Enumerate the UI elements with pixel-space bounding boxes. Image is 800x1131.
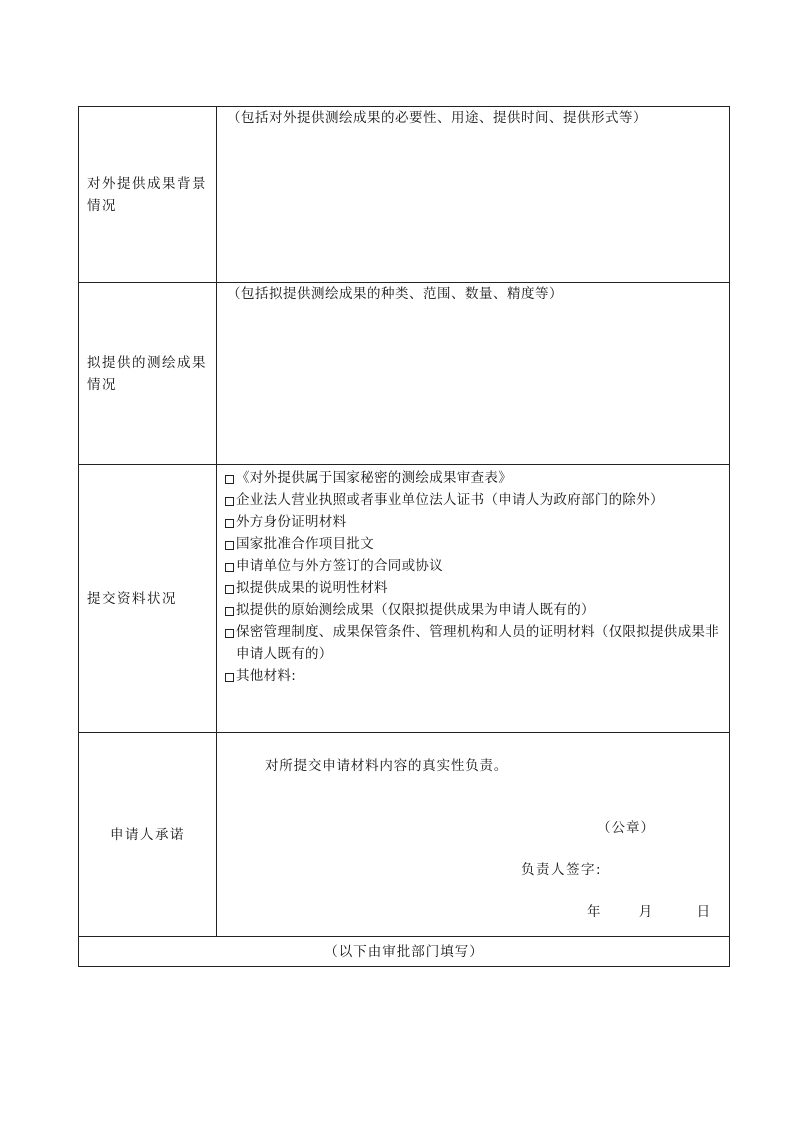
checklist-item-label: 其他材料: [236, 668, 297, 684]
checklist-item[interactable] [225, 665, 723, 687]
application-form-table [78, 106, 730, 967]
commitment-row [79, 733, 730, 937]
materials-row [79, 465, 730, 733]
checkbox-icon[interactable] [225, 475, 234, 484]
date-year-label: 年 [587, 904, 601, 920]
background-hint: （包括对外提供测绘成果的必要性、用途、提供时间、提供形式等） [227, 110, 647, 126]
checklist-item-label: 申请单位与外方签订的合同或协议 [236, 558, 443, 574]
materials-label: 提交资料状况 [79, 465, 217, 733]
checkbox-icon[interactable] [225, 519, 234, 528]
checklist-item[interactable] [225, 577, 723, 599]
checklist-item-label: 企业法人营业执照或者事业单位法人证书（申请人为政府部门的除外） [236, 492, 664, 508]
footer-row [79, 937, 730, 967]
checklist-item-label: 拟提供成果的说明性材料 [236, 580, 388, 596]
commitment-field [217, 733, 730, 937]
approval-section-note: （以下由审批部门填写） [79, 937, 730, 967]
checklist-item[interactable] [225, 599, 723, 621]
checklist-item-label: 外方身份证明材料 [236, 514, 347, 530]
checkbox-icon[interactable] [225, 673, 234, 682]
checklist-item-label: 《对外提供属于国家秘密的测绘成果审查表》 [236, 470, 512, 486]
date-day-label: 日 [696, 904, 711, 920]
commitment-label: 申请人承诺 [79, 733, 217, 937]
results-field[interactable] [217, 283, 730, 465]
results-row [79, 283, 730, 465]
checklist-item[interactable] [225, 621, 723, 665]
checklist-item[interactable] [225, 555, 723, 577]
checkbox-icon[interactable] [225, 497, 234, 506]
checklist-item[interactable] [225, 511, 723, 533]
checkbox-icon[interactable] [225, 585, 234, 594]
checklist-item[interactable] [225, 533, 723, 555]
commitment-statement: 对所提交申请材料内容的真实性负责。 [265, 758, 509, 774]
checklist-item-label: 拟提供的原始测绘成果（仅限拟提供成果为申请人既有的） [236, 602, 595, 618]
background-label: 对外提供成果背景情况 [79, 107, 217, 283]
checkbox-icon[interactable] [225, 607, 234, 616]
date-line [587, 901, 710, 923]
checklist-item-label: 国家批准合作项目批文 [236, 536, 374, 552]
checkbox-icon[interactable] [225, 541, 234, 550]
background-field[interactable] [217, 107, 730, 283]
checkbox-icon[interactable] [225, 629, 234, 638]
results-label: 拟提供的测绘成果情况 [79, 283, 217, 465]
materials-field [217, 465, 730, 733]
results-hint: （包括拟提供测绘成果的种类、范围、数量、精度等） [227, 286, 563, 302]
checklist-item-label: 保密管理制度、成果保管条件、管理机构和人员的证明材料（仅限拟提供成果非申请人既有的） [236, 624, 719, 662]
official-seal-label: （公章） [597, 820, 655, 836]
checklist-item[interactable] [225, 467, 723, 489]
date-month-label: 月 [638, 904, 653, 920]
background-row [79, 107, 730, 283]
checkbox-icon[interactable] [225, 563, 234, 572]
signer-label: 负责人签字: [521, 862, 603, 878]
checklist-item[interactable] [225, 489, 723, 511]
materials-checklist [225, 465, 723, 687]
